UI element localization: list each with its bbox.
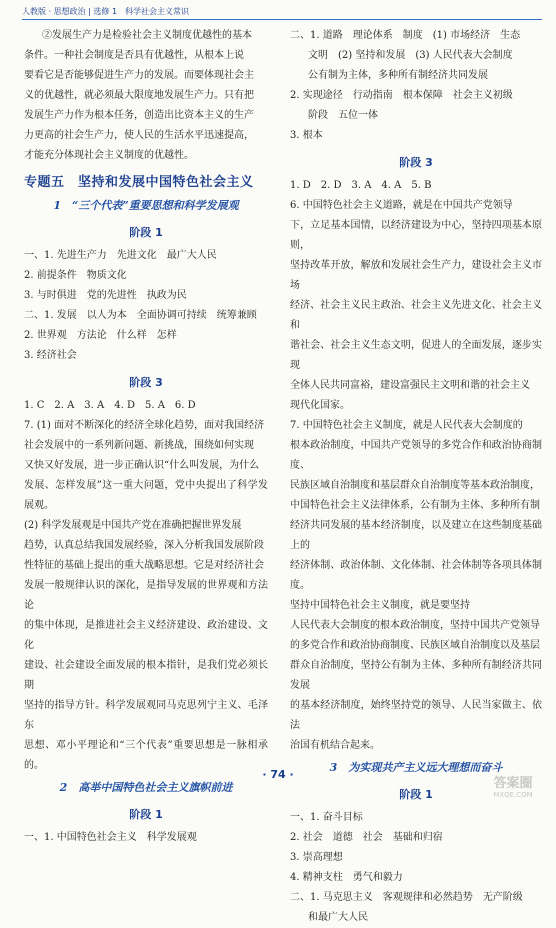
right-line-26: 的基本经济制度，始终坚持党的领导、人民当家做主、依法 [290, 700, 542, 731]
left-line-32: 阶段 1 [129, 808, 163, 821]
right-line-13: 谐社会、社会主义生态文明，促进人的全面发展，逐步实现 [290, 340, 542, 371]
header-rule [22, 19, 542, 20]
right-line-19: 中国特色社会主义法律体系，公有制为主体、多种所有制 [290, 500, 540, 511]
right-line-7: 阶段 3 [399, 156, 433, 169]
left-line-31: 2 高举中国特色社会主义旗帜前进 [59, 781, 233, 794]
right-line-4: 2. 实现途径 行动指南 根本保障 社会主义初级 [290, 90, 513, 101]
right-line-14: 全体人民共同富裕，建设富强民主文明和谐的社会主义 [290, 380, 530, 391]
right-line-28: 3 为实现共产主义远大理想而奋斗 [329, 761, 503, 774]
left-line-23: (2) 科学发展观是中国共产党在准确把握世界发展 [24, 520, 242, 531]
left-line-30: 思想、邓小平理论和“三个代表”重要思想是一脉相承的。 [24, 740, 268, 771]
left-line-21: 又快又好发展，进一步正确认识“什么叫发展，为什么 [24, 460, 260, 471]
left-line-16: 3. 经济社会 [24, 350, 77, 361]
right-line-27: 治国有机结合起来。 [290, 740, 380, 751]
left-line-14: 二、1. 发展 以人为本 全面协调可持续 统筹兼顾 [24, 310, 257, 321]
right-line-31: 2. 社会 道德 社会 基础和归宿 [290, 832, 443, 843]
right-line-16: 7. 中国特色社会主义制度，就是人民代表大会制度的 [290, 420, 523, 431]
right-line-6: 3. 根本 [290, 130, 323, 141]
left-line-20: 社会发展中的一系列新问题、新挑战，围绕如何实现 [24, 440, 254, 451]
left-line-26: 发展一般规律认识的深化，是指导发展的世界观和方法论 [24, 580, 268, 611]
left-line-2: 条件。一种社会制度是否具有优越性，从根本上说 [24, 50, 244, 61]
watermark-main: 答案圈 [493, 776, 533, 791]
left-line-25: 性特征的基础上提出的重大战略思想。它是对经济社会 [24, 560, 264, 571]
right-line-24: 的多党合作和政治协商制度、民族区域自治制度以及基层 [290, 640, 540, 651]
left-line-8: 专题五 坚持和发展中国特色社会主义 [24, 175, 254, 190]
right-line-11: 坚持改革开放，解放和发展社会生产力，建设社会主义市场 [290, 260, 542, 291]
watermark-logo [478, 772, 548, 799]
right-line-8: 1. D 2. D 3. A 4. A 5. B [290, 180, 432, 191]
header-text: 人教版 · 思想政治 | 选修 1 科学社会主义常识 [22, 7, 190, 16]
left-line-12: 2. 前提条件 物质文化 [24, 270, 127, 281]
left-line-18: 1. C 2. A 3. A 4. D 5. A 6. D [24, 400, 196, 411]
running-header [22, 6, 542, 20]
left-line-15: 2. 世界观 方法论 什么样 怎样 [24, 330, 177, 341]
left-line-17: 阶段 3 [129, 376, 163, 389]
left-line-4: 义的优越性，就必须最大限度地发展生产力。只有把 [24, 90, 254, 101]
left-column [24, 26, 268, 848]
right-line-3: 公有制为主体，多种所有制经济共同发展 [308, 70, 488, 81]
left-line-22: 发展、怎样发展”这一重大问题，党中央提出了科学发展观。 [24, 480, 268, 511]
left-line-3: 要看它是否能够促进生产力的发展。而要体现社会主 [24, 70, 254, 81]
right-line-17: 根本政治制度，中国共产党领导的多党合作和政治协商制度、 [290, 440, 542, 471]
left-line-6: 力更高的社会生产力，使人民的生活水平迅速提高， [24, 130, 254, 141]
right-line-12: 经济、社会主义民主政治、社会主义先进文化、社会主义和 [290, 300, 542, 331]
right-line-15: 现代化国家。 [290, 400, 350, 411]
left-line-13: 3. 与时俱进 党的先进性 执政为民 [24, 290, 187, 301]
watermark-sub: MXQE.COM [493, 791, 533, 799]
right-line-30: 一、1. 奋斗目标 [290, 812, 363, 823]
page-number: · 74 · [262, 768, 294, 781]
left-line-11: 一、1. 先进生产力 先进文化 最广大人民 [24, 250, 217, 261]
right-line-5: 阶段 五位一体 [308, 110, 378, 121]
left-line-7: 才能充分体现社会主义制度的优越性。 [24, 150, 194, 161]
right-line-21: 经济体制、政治体制、文化体制、社会体制等各项具体制度。 [290, 560, 542, 591]
right-line-2: 文明 (2) 坚持和发展 (3) 人民代表大会制度 [308, 50, 513, 61]
right-line-32: 3. 崇高理想 [290, 852, 343, 863]
left-line-24: 趋势，认真总结我国发展经验，深入分析我国发展阶段 [24, 540, 264, 551]
left-line-29: 坚持的指导方针。科学发展观同马克思列宁主义、毛泽东 [24, 700, 268, 731]
left-line-33: 一、1. 中国特色社会主义 科学发展观 [24, 832, 197, 843]
left-line-9: 1 “三个代表”重要思想和科学发展观 [53, 199, 239, 212]
right-line-22: 坚持中国特色社会主义制度，就是要坚持 [290, 600, 470, 611]
right-line-10: 下，立足基本国情，以经济建设为中心，坚持四项基本原则， [290, 220, 542, 251]
right-line-18: 民族区域自治制度和基层群众自治制度等基本政治制度， [290, 480, 540, 491]
right-line-9: 6. 中国特色社会主义道路，就是在中国共产党领导 [290, 200, 513, 211]
right-line-20: 经济共同发展的基本经济制度，以及建立在这些制度基础上的 [290, 520, 542, 551]
left-line-10: 阶段 1 [129, 226, 163, 239]
left-line-27: 的集中体现，是推进社会主义经济建设、政治建设、文化 [24, 620, 268, 651]
right-line-35: 和最广大人民 [308, 912, 368, 923]
right-line-34: 二、1. 马克思主义 客观规律和必然趋势 无产阶级 [290, 892, 523, 903]
left-line-19: 7. (1) 面对不断深化的经济全球化趋势，面对我国经济 [24, 420, 265, 431]
right-line-1: 二、1. 道路 理论体系 制度 (1) 市场经济 生态 [290, 30, 521, 41]
right-line-33: 4. 精神支柱 勇气和毅力 [290, 872, 403, 883]
right-line-29: 阶段 1 [399, 788, 433, 801]
left-line-5: 发展生产力作为根本任务，创造出比资本主义的生产 [24, 110, 254, 121]
right-line-23: 人民代表大会制度的根本政治制度，坚持中国共产党领导 [290, 620, 540, 631]
left-line-1: ②发展生产力是检验社会主义制度优越性的基本 [42, 30, 252, 41]
left-line-28: 建设、社会建设全面发展的根本指针，是我们党必须长期 [24, 660, 268, 691]
right-line-25: 群众自治制度，坚持公有制为主体、多种所有制经济共同发展 [290, 660, 542, 691]
